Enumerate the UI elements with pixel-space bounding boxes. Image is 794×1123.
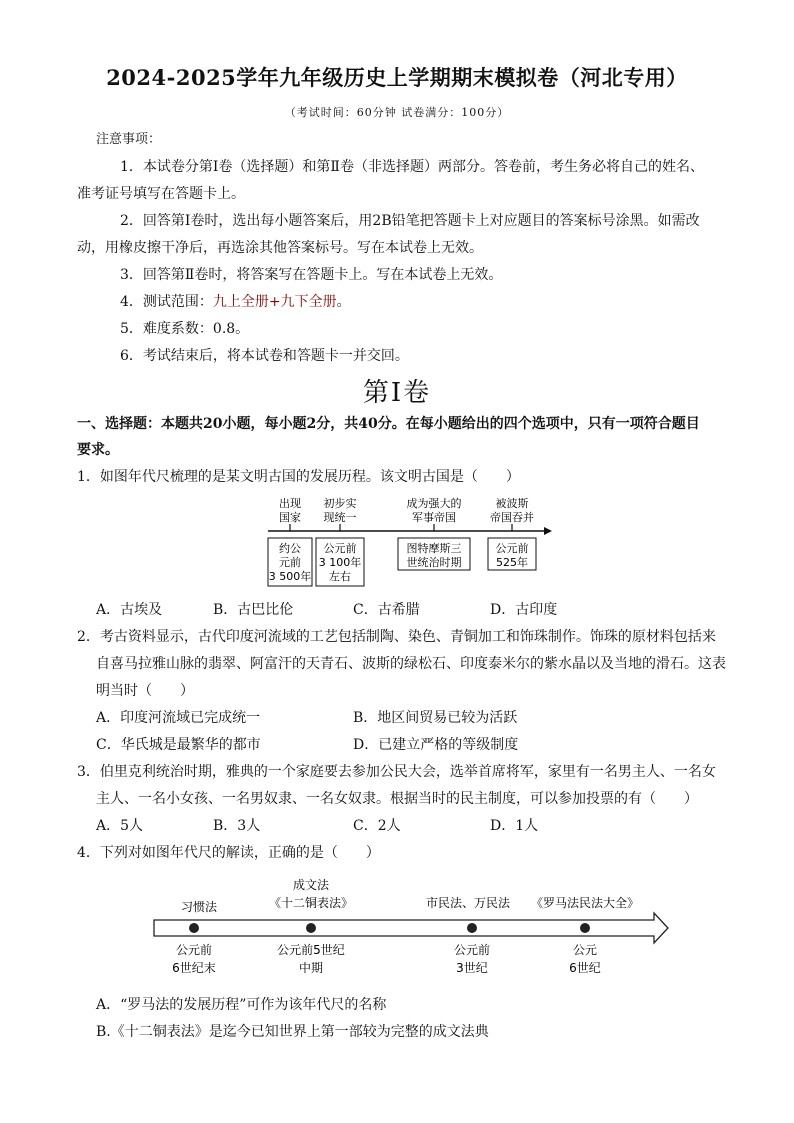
q2-option-c[interactable]: C．华氏城是最繁华的都市 [96,737,261,753]
part1-instruction-2: 要求。 [77,442,119,458]
q3-option-a[interactable]: A．5人 [96,818,144,834]
q4-option-b[interactable]: B.《十二铜表法》是迄今已知世界上第一部较为完整的成文法典 [96,1024,489,1040]
notice-item-4 [120,292,351,312]
q4-event-2a: 成文法 [292,878,330,892]
q3-option-c[interactable]: C．2人 [353,818,401,834]
q4-date-4b: 6世纪 [569,961,601,975]
q4-event-3: 市民法、万民法 [425,896,511,910]
q4-date-2b: 中期 [298,961,324,975]
q4-timeline-arrow [154,913,668,943]
notice-item-3: 3．回答第Ⅱ卷时，将答案写在答题卡上。写在本试卷上无效。 [120,267,503,283]
notice-item-1b: 准考证号填写在答题卡上。 [77,186,245,202]
q4-dot-4 [580,923,590,933]
q4-option-a[interactable]: A．“罗马法的发展历程”可作为该年代尺的名称 [96,997,387,1013]
part1-text-b: 四个选项中 [503,416,574,432]
q1-box-3a: 图特摩斯三 [406,542,462,555]
q2-option-a[interactable]: A．印度河流域已完成统一 [96,710,261,726]
q1-box-2a: 公元前 [323,542,357,555]
q1-box-3b: 世统治时期 [406,556,462,569]
notice-item-1a: 1．本试卷分第Ⅰ卷（选择题）和第Ⅱ卷（非选择题）两部分。答卷前，考生务必将自己的姓名、 [120,159,704,175]
q3-option-b[interactable]: B．3人 [213,818,261,834]
q4-date-1b: 6世纪末 [172,961,216,975]
q3-stem-2: 主人、一名小女孩、一名男奴隶、一名女奴隶。根据当时的民主制度，可以参加投票的有（ ） [96,791,698,807]
q4-date-3b: 3世纪 [456,961,488,975]
notice-item-5: 5．难度系数：0.8。 [120,321,250,337]
q4-event-1: 习惯法 [180,900,218,914]
part1-text-a: 一、选择题：本题共20小题，每小题2分，共40分。在每小题给出的 [77,416,504,432]
q2-stem-1: 2．考古资料显示，古代印度河流域的工艺包括制陶、染色、青铜加工和饰珠制作。饰珠的原材料包括来 [77,629,716,645]
q4-date-2a: 公元前5世纪 [277,943,345,957]
q1-stem: 1．如图年代尺梳理的是某文明古国的发展历程。该文明古国是（ ） [77,469,520,485]
q1-top-1b: 国家 [279,511,301,524]
part1-text-c: ，只有一项符合题目 [573,416,700,432]
q4-dot-1 [189,923,199,933]
notice-item-2b: 动，用橡皮擦干净后，再选涂其他答案标号。写在本试卷上无效。 [77,240,483,256]
notice-item-2a: 2．回答第Ⅰ卷时，选出每小题答案后，用2B铅笔把答题卡上对应题目的答案标号涂黑。如需改 [120,213,700,229]
q1-top-2a: 初步实 [323,497,357,510]
q1-box-2b: 3 100年 [318,556,362,569]
part1-instruction [77,414,700,434]
test-range: 九上全册+九下全册 [212,294,337,310]
q1-box-2c: 左右 [329,570,351,583]
q4-dot-3 [467,923,477,933]
q4-event-4: 《罗马法民法大全》 [530,896,640,910]
exam-subtitle: （考试时间：60分钟 试卷满分：100分） [284,106,510,119]
q4-stem: 4．下列对如图年代尺的解读，正确的是（ ） [77,845,380,861]
notice-item-4-suffix: 。 [336,294,351,310]
q1-option-d[interactable]: D．古印度 [490,602,558,618]
q4-timeline [148,872,670,984]
q1-box-1a: 约公 [279,542,301,555]
q2-option-d[interactable]: D．已建立严格的等级制度 [353,737,519,753]
q1-top-1a: 出现 [279,497,301,510]
notice-heading: 注意事项： [96,132,162,147]
q4-dot-2 [306,923,316,933]
section-title: 第Ⅰ卷 [362,378,432,408]
q4-date-3a: 公元前 [453,943,491,957]
q1-option-c[interactable]: C．古希腊 [353,602,420,618]
q1-top-4a: 被波斯 [495,497,529,510]
notice-item-6: 6．考试结束后，将本试卷和答题卡一并交回。 [120,348,409,364]
q1-timeline-arrow [544,527,552,535]
q1-box-1c: 3 500年 [268,570,312,583]
q4-event-2b: 《十二铜表法》 [268,896,354,910]
q3-stem-1: 3．伯里克利统治时期，雅典的一个家庭要去参加公民大会，选举首席将军，家里有一名男主人、一名女 [77,764,716,780]
q4-date-1a: 公元前 [175,943,213,957]
q4-date-4a: 公元 [572,943,598,957]
q1-top-3b: 军事帝国 [412,511,456,524]
q1-box-4b: 525年 [496,556,528,569]
q2-stem-2: 自喜马拉雅山脉的翡翠、阿富汗的天青石、波斯的绿松石、印度泰米尔的紫水晶以及当地的滑石。这表 [96,656,726,672]
q1-top-4b: 帝国吞并 [490,511,534,524]
q1-box-4a: 公元前 [495,542,529,555]
q1-option-b[interactable]: B．古巴比伦 [213,602,294,618]
q1-option-a[interactable]: A．古埃及 [96,602,163,618]
q1-top-3a: 成为强大的 [406,497,462,510]
notice-item-4-prefix: 4．测试范围： [120,294,213,310]
q3-option-d[interactable]: D．1人 [490,818,539,834]
q2-option-b[interactable]: B．地区间贸易已较为活跃 [353,710,518,726]
q2-stem-3: 明当时（ ） [96,683,194,699]
q1-timeline [262,494,552,590]
q1-top-2b: 现统一 [323,511,357,524]
q1-box-1b: 元前 [279,556,301,569]
exam-title: 2024-2025学年九年级历史上学期期末模拟卷（河北专用） [106,65,688,90]
